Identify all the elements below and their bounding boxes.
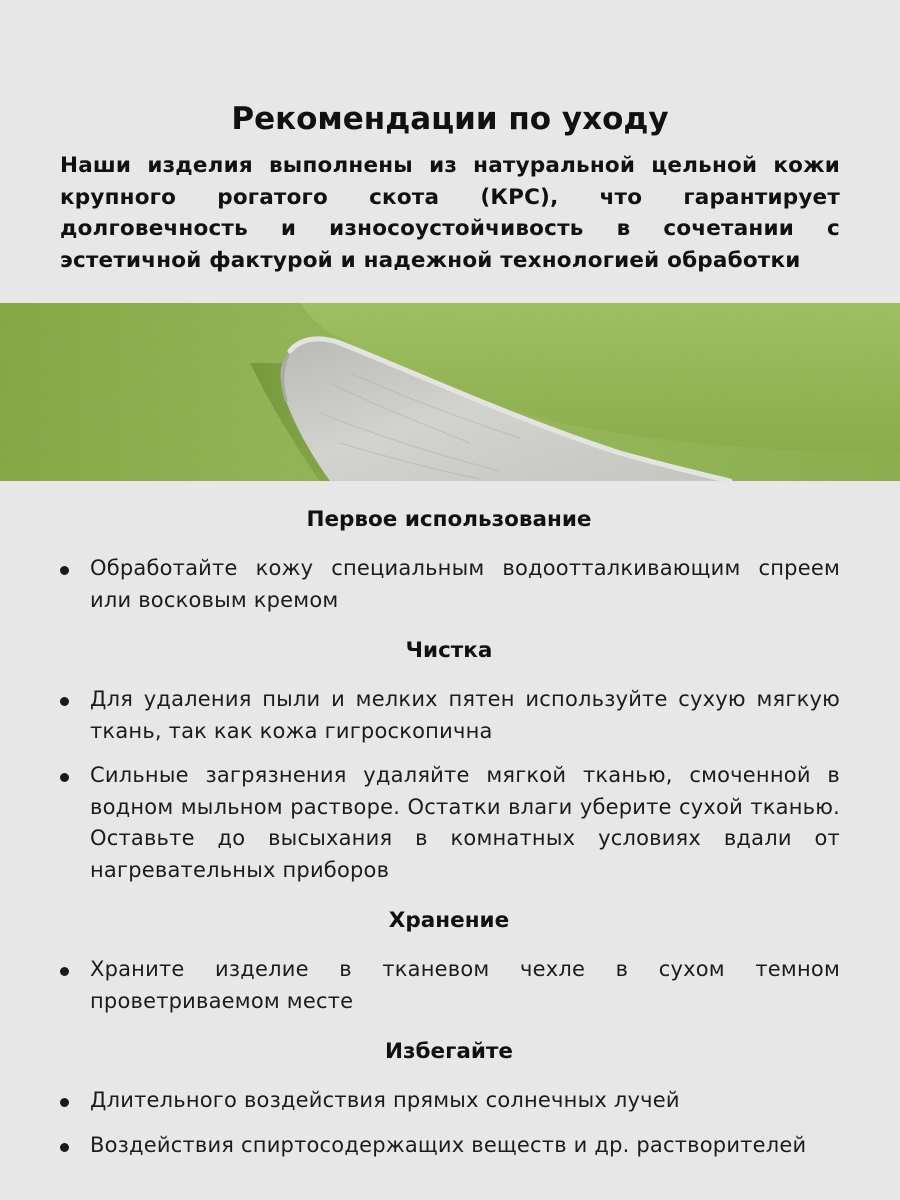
bullet-icon [60,1143,69,1152]
section-title: Чистка [405,638,493,663]
list-item [58,954,840,1017]
section-first-use [58,505,840,616]
list-item [58,1130,840,1162]
list-item-text: Обработайте кожу специальным водоотталкивающим спреем или восковым кремом [90,556,840,612]
bullet-icon [60,697,69,706]
section-title: Хранение [388,908,510,933]
list-item-text: Сильные загрязнения удаляйте мягкой тканью, смоченной в водном мыльном растворе. Остатки влаги уберите сухой тканью. Оставьте до высыхания в комнатных условиях вдали от нагревательных приборов [90,763,840,882]
leather-photo [0,303,900,481]
care-instructions [58,505,840,1161]
bullet-icon [60,773,69,782]
bullet-icon [60,967,69,976]
section-title: Первое использование [306,507,592,532]
list-item [58,684,840,747]
list-item [58,553,840,616]
intro-paragraph: Наши изделия выполнены из натуральной цельной кожи крупного рогатого скота (КРС), что гарантирует долговечность и износоустойчивость в сочетании с эстетичной фактурой и надежной технологией обработки [60,153,840,273]
section-cleaning [58,636,840,886]
list-item [58,760,840,886]
list-item [58,1085,840,1117]
section-avoid [58,1037,840,1161]
page-title: Рекомендации по уходу [231,100,669,137]
section-title: Избегайте [385,1039,513,1064]
list-item-text: Для удаления пыли и мелких пятен используйте сухую мягкую ткань, так как кожа гигроскопична [90,687,840,743]
list-item-text: Воздействия спиртосодержащих веществ и др. растворителей [90,1132,807,1157]
bullet-icon [60,1098,69,1107]
list-item-text: Храните изделие в тканевом чехле в сухом темном проветриваемом месте [90,957,840,1013]
list-item-text: Длительного воздействия прямых солнечных лучей [90,1088,680,1112]
section-storage [58,906,840,1017]
bullet-icon [60,566,69,575]
